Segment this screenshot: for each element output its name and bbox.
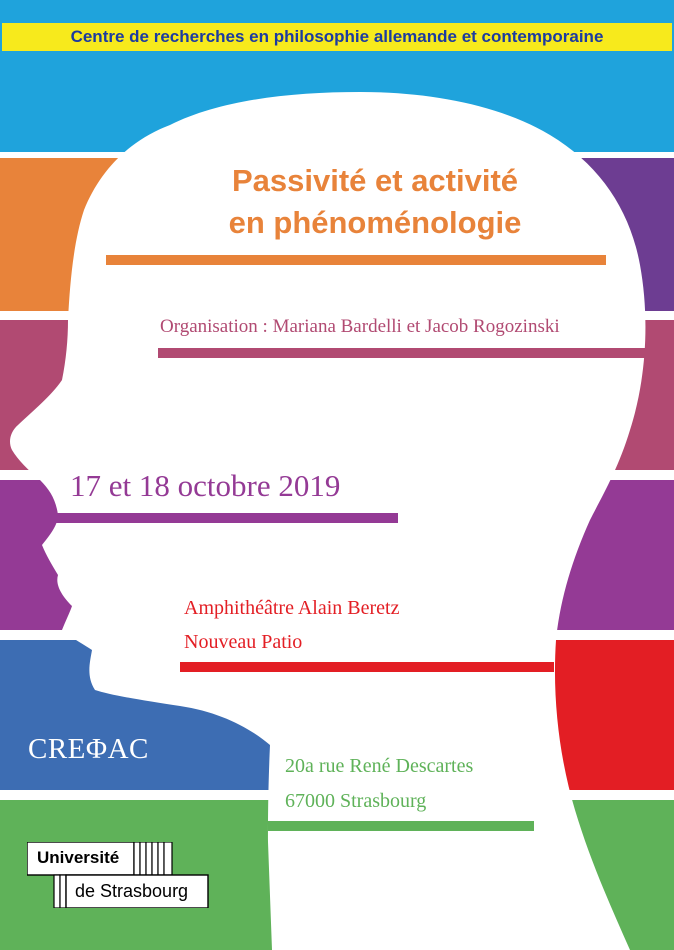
address-line-1: 20a rue René Descartes: [285, 755, 474, 777]
address-underline: [268, 821, 534, 831]
dates-underline: [52, 513, 398, 523]
address-line-2: 67000 Strasbourg: [285, 790, 427, 812]
university-name-line-1: Université: [37, 848, 120, 867]
title-line-1: Passivité et activité: [231, 163, 519, 198]
event-dates: 17 et 18 octobre 2019: [70, 468, 341, 503]
organisation-underline: [158, 348, 674, 358]
university-logo: [27, 842, 209, 908]
organisation-text: Organisation : Mariana Bardelli et Jacob Rogozinski: [160, 316, 560, 337]
crephac-logo: CREΦAC: [28, 733, 149, 765]
header-bar: [2, 23, 672, 51]
header-text: Centre de recherches en philosophie allemande et contemporaine: [70, 27, 604, 46]
title-line-2: en phénoménologie: [228, 205, 522, 240]
venue-line-2: Nouveau Patio: [184, 631, 303, 653]
venue-line-1: Amphithéâtre Alain Beretz: [184, 597, 400, 619]
event-title: [160, 160, 590, 244]
venue-underline: [180, 662, 554, 672]
university-name-line-2: de Strasbourg: [75, 881, 189, 901]
title-underline: [106, 255, 606, 265]
